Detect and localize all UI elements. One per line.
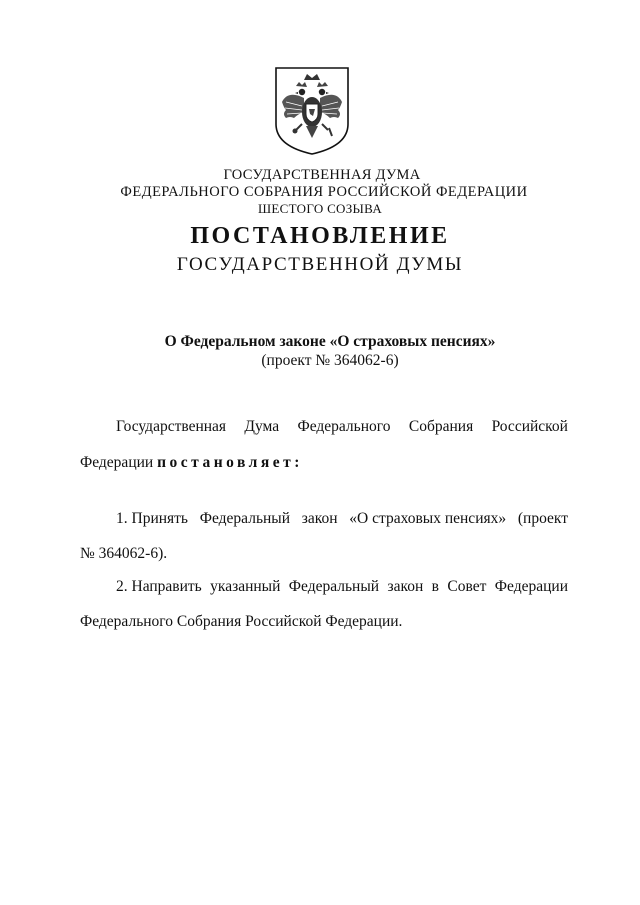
word: Федеральный xyxy=(288,578,380,595)
word: в xyxy=(431,578,439,595)
word: Федерации xyxy=(80,454,154,471)
word: Совет xyxy=(447,578,487,595)
law-project-number: (проект № 364062-6) xyxy=(261,352,399,369)
word: закон xyxy=(387,578,424,595)
item-2-line-2: Федерального Собрания Российской Федерации. xyxy=(80,613,403,630)
word: Государственная xyxy=(116,418,227,435)
word: Собрания xyxy=(408,418,474,435)
word: закон xyxy=(301,510,338,527)
header-convocation: ШЕСТОГО СОЗЫВА xyxy=(257,201,383,216)
header-organization: ГОСУДАРСТВЕННАЯ ДУМА xyxy=(223,167,421,183)
intro-line-1 xyxy=(116,418,568,436)
word: «О страховых пенсиях» xyxy=(349,510,507,527)
word: Дума xyxy=(244,418,280,435)
item-1-line-2: № 364062-6). xyxy=(80,545,168,562)
word: 1. Принять xyxy=(116,510,189,527)
word: Федеральный xyxy=(199,510,291,527)
document-subtitle: ГОСУДАРСТВЕННОЙ ДУМЫ xyxy=(176,254,464,275)
law-title: О Федеральном законе «О страховых пенсиях» xyxy=(164,333,496,350)
word: указанный xyxy=(210,578,281,595)
word: Российской xyxy=(491,418,568,435)
document-title: ПОСТАНОВЛЕНИЕ xyxy=(190,223,450,249)
item-2-line-1 xyxy=(116,578,568,596)
header-assembly: ФЕДЕРАЛЬНОГО СОБРАНИЯ РОССИЙСКОЙ ФЕДЕРАЦИИ xyxy=(120,184,528,200)
word: 2. Направить xyxy=(116,578,202,595)
decree-verb: постановляет: xyxy=(157,454,303,471)
intro-line-2 xyxy=(80,454,568,472)
word: Федерации xyxy=(494,578,568,595)
word: (проект xyxy=(517,510,568,527)
coat-of-arms-icon xyxy=(274,66,350,156)
word: Федерального xyxy=(297,418,391,435)
item-1-line-1 xyxy=(116,510,568,528)
